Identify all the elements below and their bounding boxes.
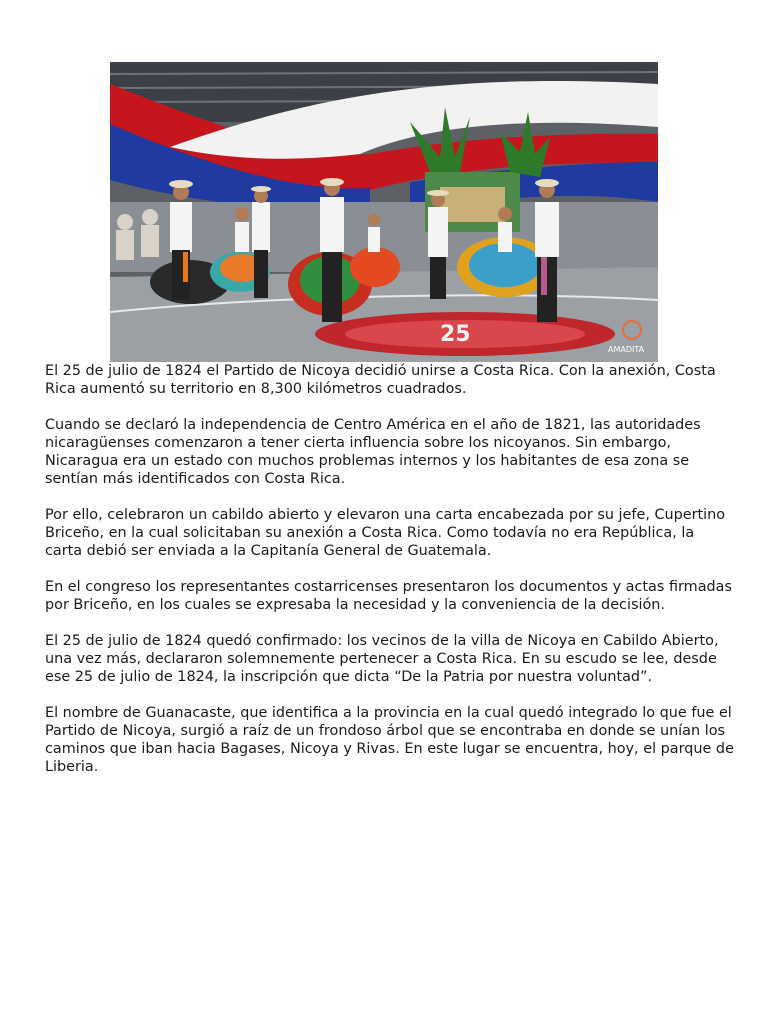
paragraph: Cuando se declaró la independencia de Centro América en el año de 1821, las autoridades nicaragüenses comenzaron a tener cierta influencia sobre los nicoyanos. Sin embargo, Nicaragua era un estado con muchos problemas internos y los habitantes de esa zona se sentían más identificados con Costa Rica.: [45, 417, 701, 487]
svg-text:25: 25: [440, 322, 471, 347]
dance-photo: [110, 62, 658, 362]
paragraph: El 25 de julio de 1824 quedó confirmado: los vecinos de la villa de Nicoya en Cabildo Abierto, una vez más, declararon solemnemente pertenecer a Costa Rica. En su escudo se lee, desde ese 25 de julio de 1824, la inscripción que dicta “De la Patria por nuestra voluntad”.: [45, 633, 719, 685]
paragraph: Por ello, celebraron un cabildo abierto y elevaron una carta encabezada por su jefe, Cupertino Briceño, en la cual solicitaban su anexión a Costa Rica. Como todavía no era República, la carta debió ser enviada a la Capitanía General de Guatemala.: [45, 507, 726, 559]
paragraph: El 25 de julio de 1824 el Partido de Nicoya decidió unirse a Costa Rica. Con la anexión, Costa Rica aumentó su territorio en 8,300 kilómetros cuadrados.: [45, 363, 716, 397]
photo-watermark: AMADITA: [608, 345, 645, 354]
paragraph: En el congreso los representantes costarricenses presentaron los documentos y actas firmadas por Briceño, en los cuales se expresaba la necesidad y la conveniencia de la decisión.: [45, 579, 732, 613]
article-body: [45, 362, 735, 794]
paragraph: El nombre de Guanacaste, que identifica a la provincia en la cual quedó integrado lo que fue el Partido de Nicoya, surgió a raíz de un frondoso árbol que se encontraba en donde se unían los caminos que iban hacia Bagases, Nicoya y Rivas. En este lugar se encuentra, hoy, el parque de Liberia.: [45, 705, 734, 775]
